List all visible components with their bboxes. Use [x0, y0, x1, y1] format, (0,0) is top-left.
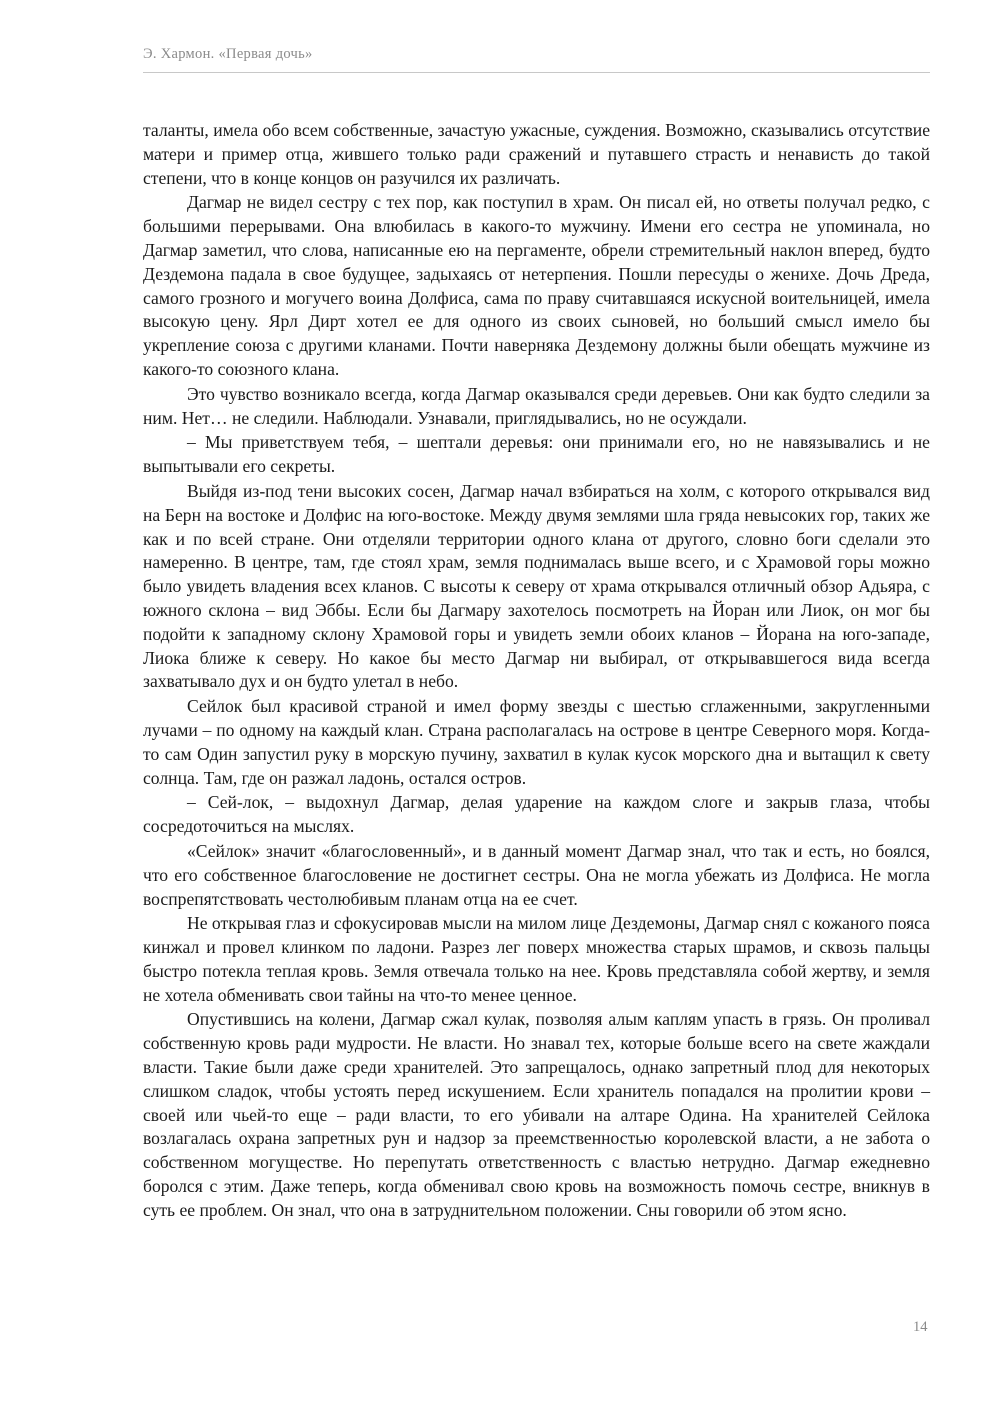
paragraph-9: Не открывая глаз и сфокусировав мысли на милом лице Дездемоны, Дагмар снял с кожаного пояса кинжал и провел клинком по ладони. Разрез лег поверх множества старых шрамов, и сквозь пальцы быстро потекла теплая кровь. Земля отвечала только на нее. Кровь представляла собой жертву, и земля не хотела обменивать свои тайны на что-то менее ценное.: [143, 913, 930, 1005]
paragraph-6: Сейлок был красивой страной и имел форму звезды с шестью сглаженными, закругленными лучами – по одному на каждый клан. Страна располагалась на острове в центре Северного моря. Когда-то сам Один запустил руку в морскую пучину, захватил в кулак кусок морского дна и вытащил к свету солнца. Там, где он разжал ладонь, остался остров.: [143, 696, 930, 788]
header-divider: [143, 72, 930, 73]
paragraph-7: – Сей-лок, – выдохнул Дагмар, делая ударение на каждом слоге и закрыв глаза, чтобы сосредоточиться на мыслях.: [143, 792, 930, 837]
paragraph-4: – Мы приветствуем тебя, – шептали деревья: они принимали его, но не навязывались и не выпытывали его секреты.: [143, 432, 930, 477]
paragraph-8: «Сейлок» значит «благословенный», и в данный момент Дагмар знал, что так и есть, но боялся, что его собственное благословение не достигнет сестры. Она не могла убежать из Долфиса. Не могла воспрепятствовать честолюбивым планам отца на ее счет.: [143, 840, 930, 909]
paragraph-1: таланты, имела обо всем собственные, зачастую ужасные, суждения. Возможно, сказывались отсутствие матери и пример отца, жившего только ради сражений и путавшего страсть и ненависть до такой степени, что в конце концов он разучился их различать.: [143, 120, 930, 188]
body-text: [143, 119, 930, 1223]
paragraph-3: Это чувство возникало всегда, когда Дагмар оказывался среди деревьев. Они как будто следили за ним. Нет… не следили. Наблюдали. Узнавали, приглядывались, но не осуждали.: [143, 383, 930, 428]
paragraph-10: Опустившись на колени, Дагмар сжал кулак, позволяя алым каплям упасть в грязь. Он проливал собственную кровь ради мудрости. Не власти. Но знавал тех, которые больше всего на свете жаждали власти. Такие были даже среди хранителей. Это запрещалось, однако запретный плод для некоторых слишком сладок, чтобы устоять перед искушением. Если хранитель попадался на пролитии крови – своей или чьей-то еще – ради власти, то его убивали на алтаре Одина. На хранителей Сейлока возлагалась охрана запретных рун и надзор за преемственностью королевской власти, а не забота о собственном могуществе. Но перепутать ответственность с властью нетрудно. Дагмар ежедневно боролся с этим. Даже теперь, когда обменивал свою кровь на возможность помочь сестре, вникнув в суть ее проблем. Он знал, что она в затруднительном положении. Сны говорили об этом ясно.: [143, 1009, 930, 1220]
page-number: 14: [913, 1319, 928, 1335]
running-header: Э. Хармон. «Первая дочь»: [143, 46, 313, 62]
paragraph-2: Дагмар не видел сестру с тех пор, как поступил в храм. Он писал ей, но ответы получал редко, с большими перерывами. Она влюбилась в какого-то мужчину. Имени его сестра не упоминала, но Дагмар заметил, что слова, написанные ею на пергаменте, обрели стремительный наклон вперед, будто Дездемона падала в свое будущее, задыхаясь от нетерпения. Пошли пересуды о женихе. Дочь Дреда, самого грозного и могучего воина Долфиса, сама по праву считавшаяся искусной воительницей, имела высокую цену. Ярл Дирт хотел ее для одного из своих сыновей, но больший смысл имело бы укрепление союза с другими кланами. Почти наверняка Дездемону должны были обещать мужчине из какого-то союзного клана.: [143, 192, 930, 379]
paragraph-5: Выйдя из-под тени высоких сосен, Дагмар начал взбираться на холм, с которого открывался вид на Берн на востоке и Долфис на юго-востоке. Между двумя землями шла гряда невысоких гор, таких же как и по всей стране. Они отделяли территории одного клана от другого, словно боги сделали это намеренно. В центре, там, где стоял храм, земля поднималась выше всего, и с Храмовой горы можно было увидеть владения всех кланов. С высоты к северу от храма открывался отличный обзор Адьяра, с южного склона – вид Эббы. Если бы Дагмару захотелось посмотреть на Йоран или Лиок, он мог бы подойти к западному склону Храмовой горы и увидеть земли обоих кланов – Йорана на юго-западе, Лиока ближе к северу. Но какое бы место Дагмар ни выбирал, от открывавшегося вида всегда захватывало дух и он будто улетал в небо.: [143, 480, 930, 692]
